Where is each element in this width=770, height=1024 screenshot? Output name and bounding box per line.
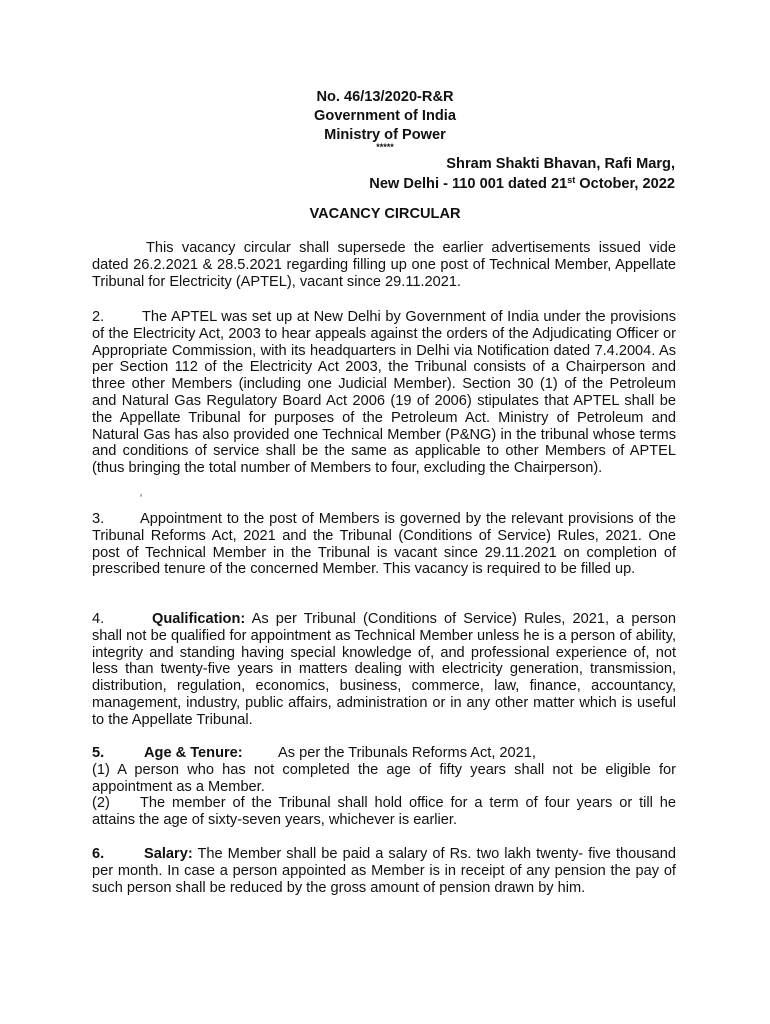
paragraph-5-heading: Age & Tenure: [144,745,243,761]
paragraph-3-number: 3. [92,511,105,527]
paragraph-4-number: 4. [92,611,105,627]
paragraph-6 [92,846,676,896]
paragraph-6-heading: Salary: [144,846,193,862]
paragraph-2-number: 2. [92,309,105,325]
paragraph-2 [92,309,676,477]
paragraph-5-number: 5. [92,745,105,761]
letter-header [0,88,770,152]
paragraph-3 [92,511,676,578]
stray-mark: ‘ [140,493,143,504]
government-name: Government of India [314,108,456,124]
address-line-2-main: New Delhi - 110 001 dated 21 [369,175,568,192]
address-line-2-end: October, 2022 [575,175,675,192]
address-line-2 [369,175,675,195]
paragraph-4-text: As per Tribunal (Conditions of Service) Rules, 2021, a person shall not be qualified for appointment as Technical Member unless he is a person of ability, integrity and standing having special knowledge of, and professional experience of, not less than twenty-five years in matters dealing with electricity generation, transmission, distribution, regulation, economics, business, commerce, law, finance, accountancy, management, industry, public affairs, administration or in any other matter which is useful to the Appellate Tribunal. [92,611,677,728]
separator-stars: ***** [376,142,394,152]
paragraph-2-text: The APTEL was set up at New Delhi by Government of India under the provisions of the Electricity Act, 2003 to hear appeals against the orders of the Adjudicating Officer or Appropriate Commission, with its headquarters in Delhi via Notification dated 7.4.2004. As per Section 112 of the Electricity Act 2003, the Tribunal consists of a Chairperson and three other Members (including one Judicial Member). Section 30 (1) of the Petroleum and Natural Gas Regulatory Board Act 2006 (19 of 2006) stipulates that APTEL shall be the Appellate Tribunal for purposes of the Petroleum Act. Ministry of Petroleum and Natural Gas has also provided one Technical Member (P&NG) in the tribunal whose terms and conditions of service shall be the same as applicable to other Members of APTEL (thus bringing the total number of Members to four, excluding the Chairperson). [92,309,676,477]
ministry-name: Ministry of Power [324,127,446,143]
paragraph-3-text: Appointment to the post of Members is governed by the relevant provisions of the Tribunal Reforms Act, 2021 and the Tribunal (Conditions of Service) Rules, 2021. One post of Technical Member in the Tribunal is vacant since 29.11.2021 on completion of prescribed tenure of the concerned Member. This vacancy is required to be filled up. [92,511,676,578]
paragraph-5-item-2 [92,795,676,829]
address-line-1: Shram Shakti Bhavan, Rafi Marg, [446,156,675,172]
date-superscript: st [567,174,576,185]
paragraph-5-item-2-number: (2) [92,795,110,812]
paragraph-4 [92,611,676,729]
paragraph-6-number: 6. [92,846,105,862]
reference-number: No. 46/13/2020-R&R [316,89,454,105]
paragraph-5-item-1: (1) A person who has not completed the age of fifty years shall not be eligible for appointment as a Member. [92,761,676,795]
paragraph-6-text: The Member shall be paid a salary of Rs. two lakh twenty- five thousand per month. In case a person appointed as Member is in receipt of any pension the pay of such person shall be reduced by the gross amount of pension drawn by him. [92,846,677,896]
paragraph-5-heading-line [92,745,676,762]
address-block [369,155,675,194]
intro-paragraph: This vacancy circular shall supersede the earlier advertisements issued vide dated 26.2.2021 & 28.5.2021 regarding filling up one post of Technical Member, Appellate Tribunal for Electricity (APTEL), vacant since 29.11.2021. [92,240,676,290]
paragraph-5-item-2-text: The member of the Tribunal shall hold office for a term of four years or till he attains the age of sixty-seven years, whichever is earlier. [92,795,676,829]
page-title: VACANCY CIRCULAR [309,206,461,222]
paragraph-5-intro: As per the Tribunals Reforms Act, 2021, [278,745,536,761]
paragraph-4-heading: Qualification: [152,611,246,627]
paragraph-5 [92,745,676,829]
